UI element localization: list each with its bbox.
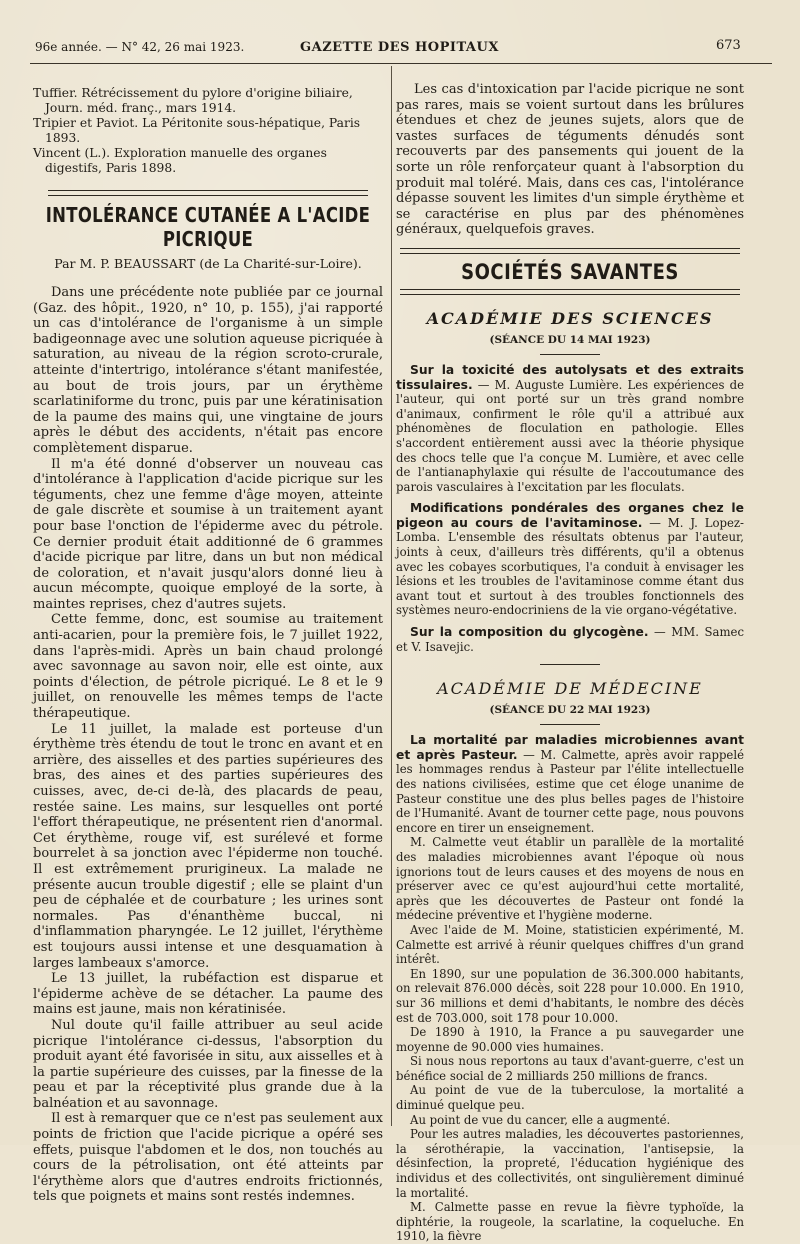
header-rule bbox=[30, 63, 772, 64]
journal-title: GAZETTE DES HOPITAUX bbox=[300, 40, 499, 55]
article-paragraph: Cette femme, donc, est soumise au traitement anti-acarien, pour la première fois, le 7 juillet 1922, dans l'après-midi. Après un bain chaud prolongé avec savonnage au savon noir, elle est ointe, aux points d'élection, de pétrole picriqué. Le 8 et le 9 juillet, on renouvelle les mêmes temps de l'acte thérapeutique. bbox=[33, 612, 383, 722]
section-title: SOCIÉTÉS SAVANTES bbox=[461, 259, 679, 286]
report-paragraph: Au point de vue du cancer, elle a augmenté. bbox=[410, 1112, 671, 1127]
report-heading: La mortalité par maladies microbiennes avant et après Pasteur. bbox=[396, 733, 744, 762]
article-paragraph: Dans une précédente note publiée par ce journal (Gaz. des hôpit., 1920, n° 10, p. 155), j'ai rapporté un cas d'intolérance de l'organisme à un simple badigeonnage avec une solution aqueuse picriquée à saturation, au niveau de la région scroto-crurale, atteinte d'intertrigo, intolérance s'étant manifestée, au bout de trois jours, par un érythème scarlatiniforme du tronc, puis par une kératinisation de la paume des mains qui, une vingtaine de jours après le début des accidents, n'était pas encore complètement disparue. bbox=[33, 285, 383, 456]
section-separator bbox=[400, 289, 740, 295]
reference-item: Vincent (L.). Exploration manuelle des organes digestifs, Paris 1898. bbox=[33, 146, 327, 175]
short-rule bbox=[540, 724, 600, 725]
article-separator bbox=[48, 190, 368, 196]
article-paragraph: Il m'a été donné d'observer un nouveau cas d'intolérance à l'application d'acide picrique sur les téguments, chez une femme d'âge moyen, atteinte de gale discrète et soumise à un traitement ayant pour base l'onction de l'épiderme avec du pétrole. Ce dernier produit était additionné de 6 grammes d'acide picrique par litre, dans un but non médical de coloration, et n'avait jusqu'alors donné lieu à aucun mécompte, quoique employé de la sorte, à maintes reprises, chez d'autres sujets. bbox=[33, 456, 383, 612]
report-paragraph: En 1890, sur une population de 36.300.000 habitants, on relevait 876.000 décès, soit 228 pour 10.000. En 1910, sur 36 millions et demi d'habitants, le nombre des décès est de 703.000, soit 178 pour 10.000. bbox=[396, 966, 744, 1025]
report-paragraph: M. Calmette veut établir un parallèle de la mortalité des maladies microbiennes avant l'époque où nous ignorions tout de leurs causes et des moyens de nous en préserver avec ce qu'est aujourd'hui cette mortalité, après que les découvertes de Pasteur ont fondé la médecine préventive et l'hygiène moderne. bbox=[396, 835, 744, 923]
report-paragraph: Au point de vue de la tuberculose, la mortalité a diminué quelque peu. bbox=[396, 1083, 744, 1113]
report-item bbox=[396, 625, 744, 654]
report-item bbox=[396, 733, 744, 835]
report-heading: Sur la composition du glycogène. bbox=[410, 625, 649, 640]
column-divider bbox=[391, 66, 392, 1126]
report-text: — M. Calmette, après avoir rappelé les hommages rendus à Pasteur par l'élite intellectuelle des nations civilisées, estime que cet éloge unanime de Pasteur constitue une des plus belles pages de l'histoire de l'Humanité. Avant de tourner cette page, nous pouvons encore en tirer un enseignement. bbox=[396, 747, 745, 835]
report-heading: Sur la toxicité des autolysats et des extraits tissulaires. bbox=[396, 362, 744, 392]
academie-medecine-title: ACADÉMIE DE MÉDECINE bbox=[437, 679, 703, 699]
right-column bbox=[396, 82, 744, 1244]
left-column bbox=[33, 86, 383, 1205]
article-conclusion: Les cas d'intoxication par l'acide picrique ne sont pas rares, mais se voient surtout dans les brûlures étendues et chez de jeunes sujets, alors que de vastes surfaces de téguments dénudés sont recouverts par des pansements qui jouent de la sorte un rôle renforçateur quant à l'absorption du produit mal toléré. Mais, dans ces cas, l'intolérance dépasse souvent les limites d'un simple érythème et se caractérise en plus par des phénomènes généraux, quelquefois graves. bbox=[396, 82, 744, 238]
article-paragraph: Le 13 juillet, la rubéfaction est disparue et l'épiderme achève de se détacher. La paume des mains est jaune, mais non kératinisée. bbox=[33, 971, 383, 1018]
academie-sciences-title: ACADÉMIE DES SCIENCES bbox=[426, 308, 714, 328]
article-title: INTOLÉRANCE CUTANÉE A L'ACIDE PICRIQUE bbox=[45, 203, 371, 251]
article-byline: Par M. P. BEAUSSART (de La Charité-sur-Loire). bbox=[54, 256, 362, 271]
short-rule bbox=[540, 664, 600, 665]
page-number: 673 bbox=[716, 38, 741, 53]
report-text: — M. Auguste Lumière. Les expériences de l'auteur, qui ont porté sur un très grand nombre d'animaux, confirment le rôle qu'il a attribué aux phénomènes de floculation en pathologie. Elles s'accordent entièrement aussi avec la théorie physique des chocs telle que l'a conçue M. Lumière, et avec celle de l'antianaphylaxie qui résulte de l'accoutumance des parois vasculaires à l'excitation par les floculats. bbox=[396, 377, 744, 494]
report-paragraph: M. Calmette passe en revue la fièvre typhoïde, la diphtérie, la rougeole, la scarlatine, la coqueluche. En 1910, la fièvre bbox=[396, 1200, 744, 1244]
report-paragraph: Avec l'aide de M. Moine, statisticien expérimenté, M. Calmette est arrivé à réunir quelques chiffres d'un grand intérêt. bbox=[396, 922, 744, 967]
report-paragraph: Si nous nous reportons au taux d'avant-guerre, c'est un bénéfice social de 2 milliards 250 millions de francs. bbox=[396, 1054, 744, 1083]
issue-info: 96e année. — N° 42, 26 mai 1923. bbox=[35, 40, 245, 54]
report-item bbox=[396, 501, 744, 618]
seance-date: (SÉANCE DU 22 MAI 1923) bbox=[489, 704, 651, 717]
article-paragraph: Nul doute qu'il faille attribuer au seul acide picrique l'intolérance ci-dessus, l'absorption du produit ayant été favorisée in situ, aux aisselles et à la partie supérieure des cuisses, par la finesse de la peau et par la réceptivité plus grande due à la balnéation et au savonnage. bbox=[33, 1017, 383, 1111]
report-paragraph: De 1890 à 1910, la France a pu sauvegarder une moyenne de 90.000 vies humaines. bbox=[396, 1025, 744, 1054]
article-paragraph: Il est à remarquer que ce n'est pas seulement aux points de friction que l'acide picrique a opéré ses effets, puisque l'abdomen et le dos, non touchés au cours de la pétrolisation, ont été atteints par l'érythème alors que d'autres endroits frictionnés, tels que poignets et mains sont restés indemnes. bbox=[33, 1111, 383, 1205]
report-item bbox=[396, 363, 744, 494]
short-rule bbox=[540, 354, 600, 355]
reference-item: Tripier et Paviot. La Péritonite sous-hépatique, Paris 1893. bbox=[33, 116, 361, 145]
section-separator bbox=[400, 248, 740, 254]
seance-date: (SÉANCE DU 14 MAI 1923) bbox=[489, 333, 651, 346]
report-text: — MM. Samec et V. Isavejic. bbox=[396, 625, 744, 654]
article-paragraph: Le 11 juillet, la malade est porteuse d'un érythème très étendu de tout le tronc en avant et en arrière, des aisselles et des parties supérieures des bras, des aines et des parties supérieures des cuisses, avec, de-ci de-là, des placards de peau, restée saine. Les mains, sur lesquelles ont porté l'effort thérapeutique, ne présentent rien d'anormal. Cet érythème, rouge vif, est surélevé et forme bourrelet à sa jonction avec l'épiderme non touché. Il est extrêmement prurigineux. La malade ne présente aucun trouble digestif ; elle se plaint d'un peu de céphalée et de courbature ; les urines sont normales. Pas d'énanthème buccal, ni d'inflammation pharyngée. Le 12 juillet, l'érythème est toujours aussi intense et une desquamation à larges lambeaux s'amorce. bbox=[33, 721, 383, 971]
report-text: — M. J. Lopez-Lomba. L'ensemble des résultats obtenus par l'auteur, joints à ceux, d'ailleurs très différents, qu'il a obtenus avec les cobayes scorbutiques, l'a conduit à envisager les lésions et les troubles de l'avitaminose comme étant dus avant tout et surtout à des troubles fonctionnels des systèmes neuro-endocriniens de la vie organo-végétative. bbox=[396, 515, 744, 618]
reference-item: Tuffier. Rétrécissement du pylore d'origine biliaire, Journ. méd. franç., mars 1914. bbox=[33, 86, 353, 115]
report-heading: Modifications pondérales des organes chez le pigeon au cours de l'avitaminose. bbox=[396, 501, 744, 530]
report-paragraph: Pour les autres maladies, les découvertes pastoriennes, la sérothérapie, la vaccination, l'antisepsie, la désinfection, la propreté, l'éducation hygiénique des individus et des collectivités, ont singulièrement diminué la mortalité. bbox=[396, 1127, 744, 1200]
